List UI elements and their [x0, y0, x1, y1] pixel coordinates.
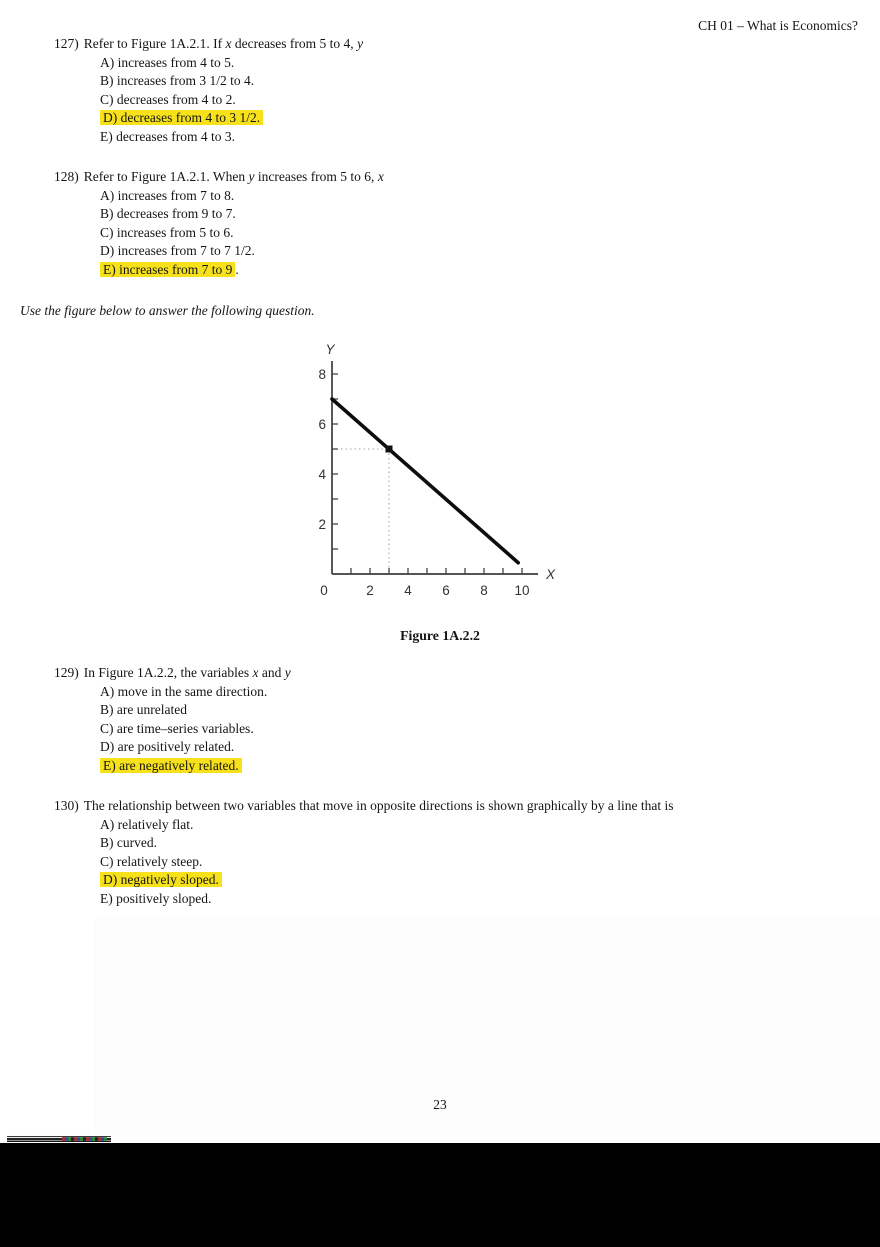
y-tick-label: 4 [318, 467, 326, 482]
option-row [0, 890, 880, 909]
option-row [0, 72, 880, 91]
question-127 [0, 35, 880, 147]
option-row [0, 205, 880, 224]
question-prompt [84, 798, 674, 813]
option-text: B) are unrelated [100, 702, 187, 718]
y-tick-label: 2 [318, 517, 326, 532]
variable-name: y [357, 36, 364, 51]
page-number: 23 [433, 1097, 447, 1112]
question-number: 130) [54, 798, 79, 813]
option-row [0, 816, 880, 835]
x-tick-label: 8 [480, 583, 488, 598]
prompt-text: In Figure 1A.2.2, the variables [83, 665, 253, 680]
question-prompt [84, 665, 291, 680]
prompt-text: increases from 5 to 6, [254, 169, 378, 184]
y-axis-label: Y [325, 342, 335, 357]
option-row [0, 54, 880, 73]
option-text: B) decreases from 9 to 7. [100, 206, 236, 222]
answer-highlight: E) are negatively related. [100, 758, 242, 773]
answer-highlight: E) increases from 7 to 9 [100, 262, 235, 277]
option-text: A) increases from 7 to 8. [100, 187, 235, 203]
variable-name: y [284, 665, 291, 680]
prompt-text: Refer to Figure 1A.2.1. When [83, 169, 249, 184]
prompt-text: decreases from 5 to 4, [231, 36, 358, 51]
scan-color-noise [62, 1137, 107, 1141]
option-text: E) decreases from 4 to 3. [100, 128, 235, 144]
option-row [0, 701, 880, 720]
question-128 [0, 168, 880, 280]
figure-chart [300, 340, 580, 608]
page-header-title: CH 01 – What is Economics? [698, 18, 858, 33]
scan-artifact-strip [7, 1135, 111, 1142]
option-text: A) relatively flat. [100, 816, 194, 832]
option-row [0, 853, 880, 872]
figure-caption: Figure 1A.2.2 [400, 628, 480, 643]
option-row [0, 757, 880, 776]
x-tick-label: 4 [404, 583, 412, 598]
question-130 [0, 797, 880, 909]
x-tick-label: 10 [514, 583, 530, 598]
question-prompt-line [0, 168, 880, 187]
instruction-note: Use the figure below to answer the following question. [20, 303, 315, 318]
x-tick-label: 6 [442, 583, 450, 598]
option-row [0, 187, 880, 206]
option-text: A) move in the same direction. [100, 683, 268, 699]
x-tick-label: 2 [366, 583, 374, 598]
question-number: 128) [54, 169, 79, 184]
y-tick-label: 8 [318, 367, 326, 382]
answer-highlight: D) decreases from 4 to 3 1/2. [100, 110, 263, 125]
option-suffix: . [235, 261, 239, 277]
question-number: 127) [54, 36, 79, 51]
option-text: C) increases from 5 to 6. [100, 224, 234, 240]
x-tick-label: 0 [320, 583, 328, 598]
question-prompt-line [0, 664, 880, 683]
option-text: A) increases from 4 to 5. [100, 54, 235, 70]
option-text: C) relatively steep. [100, 853, 203, 869]
option-row [0, 720, 880, 739]
option-row [0, 738, 880, 757]
plot-line [332, 399, 518, 563]
option-text: D) increases from 7 to 7 1/2. [100, 243, 255, 259]
option-text: D) are positively related. [100, 739, 235, 755]
answer-highlight: D) negatively sloped. [100, 872, 222, 887]
variable-name: x [225, 36, 232, 51]
option-row [0, 242, 880, 261]
variable-name: y [248, 169, 255, 184]
question-prompt-line [0, 797, 880, 816]
prompt-text: Refer to Figure 1A.2.1. If [83, 36, 226, 51]
variable-name: x [377, 169, 384, 184]
option-row [0, 871, 880, 890]
prompt-text: and [258, 665, 285, 680]
option-row [0, 261, 880, 280]
scan-black-bar [0, 1143, 880, 1247]
question-prompt [84, 36, 363, 51]
option-row [0, 91, 880, 110]
x-axis-label: X [546, 567, 556, 582]
option-text: B) curved. [100, 835, 157, 851]
question-prompt-line [0, 35, 880, 54]
question-129 [0, 664, 880, 776]
y-tick-label: 6 [318, 417, 326, 432]
option-text: E) positively sloped. [100, 890, 212, 906]
option-text: C) decreases from 4 to 2. [100, 91, 236, 107]
option-row [0, 683, 880, 702]
data-point [386, 446, 393, 453]
prompt-text: The relationship between two variables that move in opposite directions is shown graphically by a line that is [83, 798, 674, 813]
option-row [0, 224, 880, 243]
option-text: B) increases from 3 1/2 to 4. [100, 73, 255, 89]
question-number: 129) [54, 665, 79, 680]
variable-name: x [252, 665, 259, 680]
option-row [0, 834, 880, 853]
option-text: C) are time–series variables. [100, 720, 254, 736]
option-row [0, 109, 880, 128]
question-prompt [84, 169, 384, 184]
option-row [0, 128, 880, 147]
